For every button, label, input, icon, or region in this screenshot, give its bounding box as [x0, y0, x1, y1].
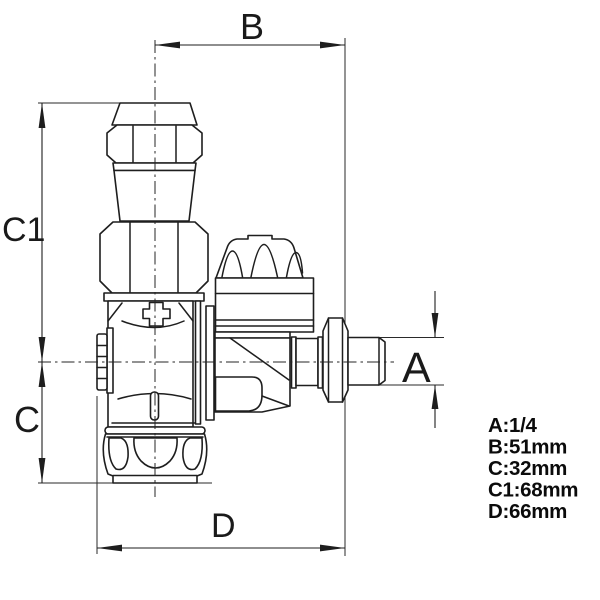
- legend: [488, 414, 578, 523]
- outlet-lower-lobe: [216, 377, 263, 411]
- left-flange-plate: [107, 328, 113, 393]
- arrowhead-right-icon: [320, 42, 345, 49]
- dimension-C1: [2, 103, 45, 362]
- outlet-top-band: [215, 332, 290, 338]
- arrowhead-up-icon: [39, 103, 46, 128]
- cap-dome: [216, 236, 303, 279]
- arrowhead-down-icon: [39, 458, 46, 483]
- dim-label-b: B: [240, 6, 265, 47]
- left-ribbed-port: [97, 328, 113, 393]
- dimension-A: [380, 291, 444, 428]
- centerlines: [38, 40, 394, 497]
- arrowhead-down-icon: [432, 313, 439, 338]
- valve-cap: [216, 236, 314, 333]
- dim-label-c: C: [14, 399, 40, 440]
- dimension-D: [97, 507, 345, 551]
- shoulder-band: [104, 293, 204, 301]
- spigot-hex-nut: [323, 318, 348, 402]
- legend-line-d: D:66mm: [488, 500, 568, 523]
- arrowhead-up-icon: [432, 385, 439, 409]
- flange-plate-2: [206, 306, 214, 420]
- side-outlet-body: [215, 332, 290, 412]
- arrowhead-left-icon: [155, 42, 180, 49]
- valve-drawing: [97, 103, 385, 483]
- legend-line-b: B:51mm: [488, 435, 568, 459]
- dimension-C: [14, 362, 45, 483]
- arrowhead-right-icon: [320, 545, 345, 552]
- dimension-B: [155, 6, 345, 48]
- top-compression-fitting: [100, 103, 208, 301]
- legend-line-c: C:32mm: [488, 457, 568, 480]
- legend-line-a: A:1/4: [488, 414, 537, 437]
- cap-base: [216, 278, 314, 332]
- arrowhead-up-icon: [39, 362, 46, 387]
- arrowhead-down-icon: [39, 337, 46, 362]
- valve-body: [108, 301, 196, 427]
- dim-label-c1: C1: [2, 211, 46, 249]
- arrowhead-left-icon: [97, 545, 122, 552]
- lower-hex-nut: [100, 222, 208, 293]
- dim-label-d: D: [211, 507, 236, 545]
- dim-label-a: A: [402, 344, 431, 392]
- legend-line-c1: C1:68mm: [488, 478, 579, 502]
